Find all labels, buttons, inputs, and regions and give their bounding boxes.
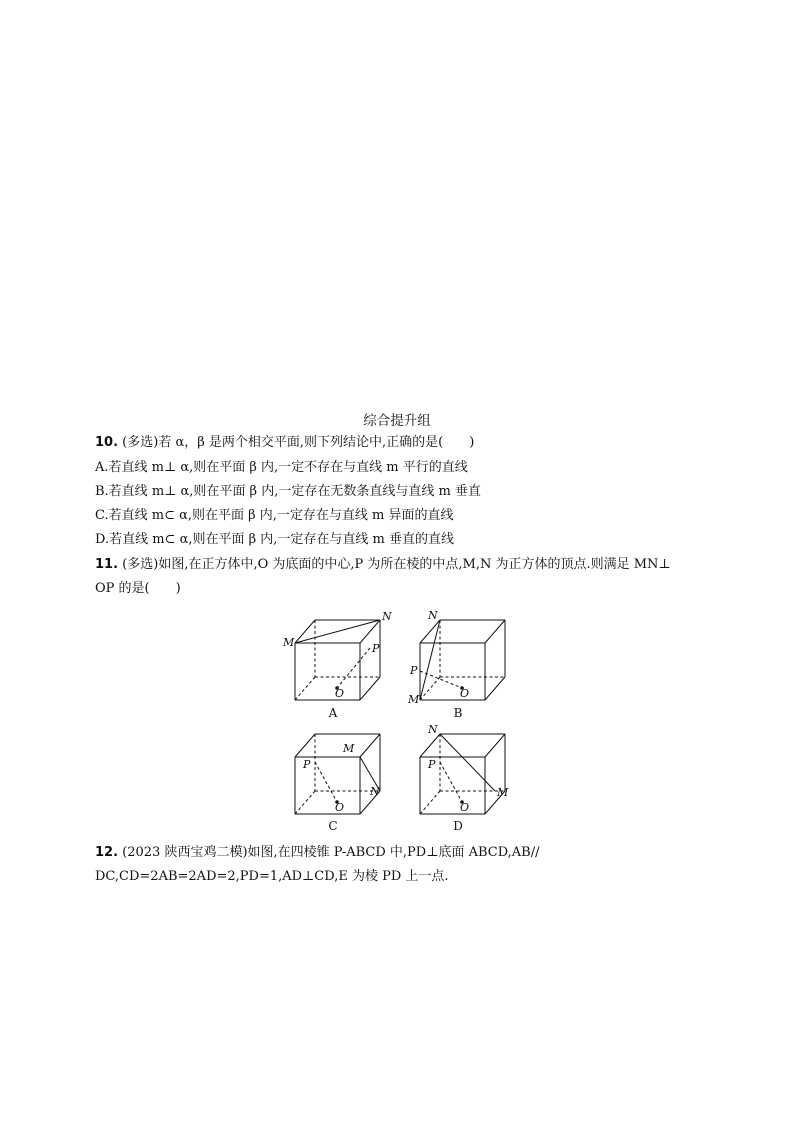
question-10-option-d: D.若直线 m⊂ α,则在平面 β 内,一定存在与直线 m 垂直的直线	[95, 532, 454, 547]
question-10-text: (多选)若 α，β 是两个相交平面,则下列结论中,正确的是( )	[122, 435, 475, 450]
question-11-text-line1: (多选)如图,在正方体中,O 为底面的中心,P 为所在棱的中点,M,N 为正方体的顶点.则满足 MN⊥	[122, 557, 671, 572]
question-10-number: 10.	[95, 435, 119, 450]
label-p: P	[428, 758, 436, 771]
label-m: M	[497, 786, 509, 799]
question-10-option-a: A.若直线 m⊥ α,则在平面 β 内,一定不存在与直线 m 平行的直线	[95, 460, 468, 475]
figure-caption-d: D	[453, 819, 463, 833]
label-m: M	[343, 742, 355, 755]
figure-caption-b: B	[453, 706, 463, 720]
cube-figure-b	[405, 608, 515, 708]
label-n: N	[382, 610, 392, 623]
question-10-option-b: B.若直线 m⊥ α,则在平面 β 内,一定存在无数条直线与直线 m 垂直	[95, 484, 481, 499]
cube-figure-a	[280, 608, 390, 708]
question-12-number: 12.	[95, 845, 119, 860]
question-11-stem	[95, 555, 671, 575]
question-12-text-line2: DC,CD=2AB=2AD=2,PD=1,AD⊥CD,E 为棱 PD 上一点.	[95, 869, 449, 884]
question-11-text-line2: OP 的是( )	[95, 581, 181, 596]
label-p: P	[303, 758, 311, 771]
cube-figure-d	[405, 722, 515, 822]
cube-figure-c	[280, 722, 390, 822]
label-n: N	[428, 723, 438, 736]
question-12-text-line1: (2023 陕西宝鸡二模)如图,在四棱锥 P-ABCD 中,PD⊥底面 ABCD,AB//	[122, 845, 540, 860]
label-m: M	[283, 636, 295, 649]
question-12-stem	[95, 843, 540, 863]
question-10-option-c: C.若直线 m⊂ α,则在平面 β 内,一定存在与直线 m 异面的直线	[95, 508, 454, 523]
label-o: O	[460, 687, 470, 700]
question-11-number: 11.	[95, 557, 119, 572]
figure-caption-c: C	[328, 819, 338, 833]
label-o: O	[335, 801, 345, 814]
label-n: N	[370, 785, 380, 798]
section-title: 综合提升组	[363, 413, 431, 429]
label-p: P	[372, 642, 380, 655]
label-o: O	[460, 801, 470, 814]
label-n: N	[428, 609, 438, 622]
label-m: M	[408, 693, 420, 706]
question-10-stem	[95, 433, 474, 453]
label-p: P	[410, 664, 418, 677]
figure-caption-a: A	[328, 706, 338, 720]
label-o: O	[335, 687, 345, 700]
